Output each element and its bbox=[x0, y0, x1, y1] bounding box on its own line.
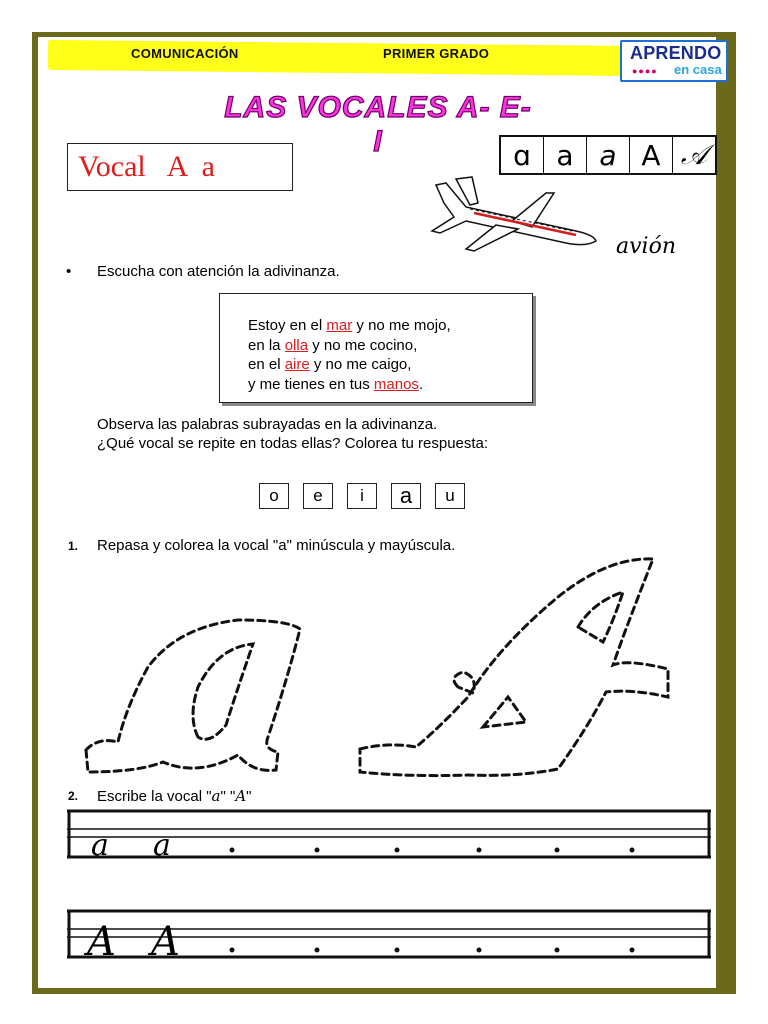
underlined-word: olla bbox=[284, 336, 309, 354]
writing-row-a[interactable] bbox=[67, 809, 711, 865]
logo-title: APRENDO bbox=[630, 43, 722, 63]
letter-form: ɑ bbox=[501, 137, 544, 173]
riddle-line: y me tienes en tus manos. bbox=[248, 375, 424, 393]
underlined-word: manos bbox=[373, 375, 419, 393]
plane-caption: avión bbox=[616, 234, 676, 259]
task-number: 2. bbox=[68, 789, 79, 803]
riddle-line: Estoy en el mar y no me mojo, bbox=[248, 317, 451, 334]
tracing-letters[interactable] bbox=[38, 37, 716, 797]
grade-label: PRIMER GRADO bbox=[383, 46, 490, 61]
observe-question: ¿Qué vocal se repite en todas ellas? Colorea tu respuesta: bbox=[97, 435, 489, 452]
instruction-text: Escucha con atención la adivinanza. bbox=[97, 263, 340, 280]
letter-form: a bbox=[544, 137, 587, 173]
subject-label: COMUNICACIÓN bbox=[131, 46, 239, 61]
task-text: Escribe la vocal "a" "A" bbox=[97, 787, 252, 805]
tracing-uppercase-a bbox=[360, 559, 668, 776]
vowel-option[interactable]: i bbox=[347, 483, 377, 509]
bullet-icon: • bbox=[66, 263, 72, 280]
vowel-option[interactable]: u bbox=[435, 483, 465, 509]
task-number: 1. bbox=[68, 539, 79, 553]
sample-letter: A bbox=[87, 919, 116, 965]
page-title: LAS VOCALES A- E- I bbox=[224, 91, 532, 158]
vowel-option[interactable]: a bbox=[391, 483, 421, 509]
observe-line: Observa las palabras subrayadas en la adivinanza. bbox=[97, 416, 438, 433]
sample-letter: a bbox=[91, 828, 109, 863]
riddle-line: en el aire y no me caigo, bbox=[248, 356, 412, 373]
worksheet bbox=[38, 37, 722, 988]
sample-letter: A bbox=[151, 919, 180, 965]
letter-form: 𝒜 bbox=[680, 138, 708, 171]
writing-row-A[interactable] bbox=[67, 909, 711, 965]
logo-dots-icon: ●●●● bbox=[632, 66, 658, 76]
letter-form: a bbox=[587, 137, 630, 173]
vowel-option[interactable]: e bbox=[303, 483, 333, 509]
logo-subtitle: en casa bbox=[674, 62, 722, 77]
task-text: Repasa y colorea la vocal "a" minúscula y mayúscula. bbox=[97, 537, 456, 554]
vocal-label: Vocal A a bbox=[78, 150, 215, 183]
riddle-line: en la olla y no me cocino, bbox=[248, 336, 418, 354]
vowel-option[interactable]: o bbox=[259, 483, 289, 509]
tracing-lowercase-a bbox=[86, 620, 300, 772]
underlined-word: aire bbox=[284, 356, 310, 373]
underlined-word: mar bbox=[326, 317, 353, 334]
sample-letter: a bbox=[153, 828, 171, 863]
letter-form: A bbox=[630, 137, 673, 173]
